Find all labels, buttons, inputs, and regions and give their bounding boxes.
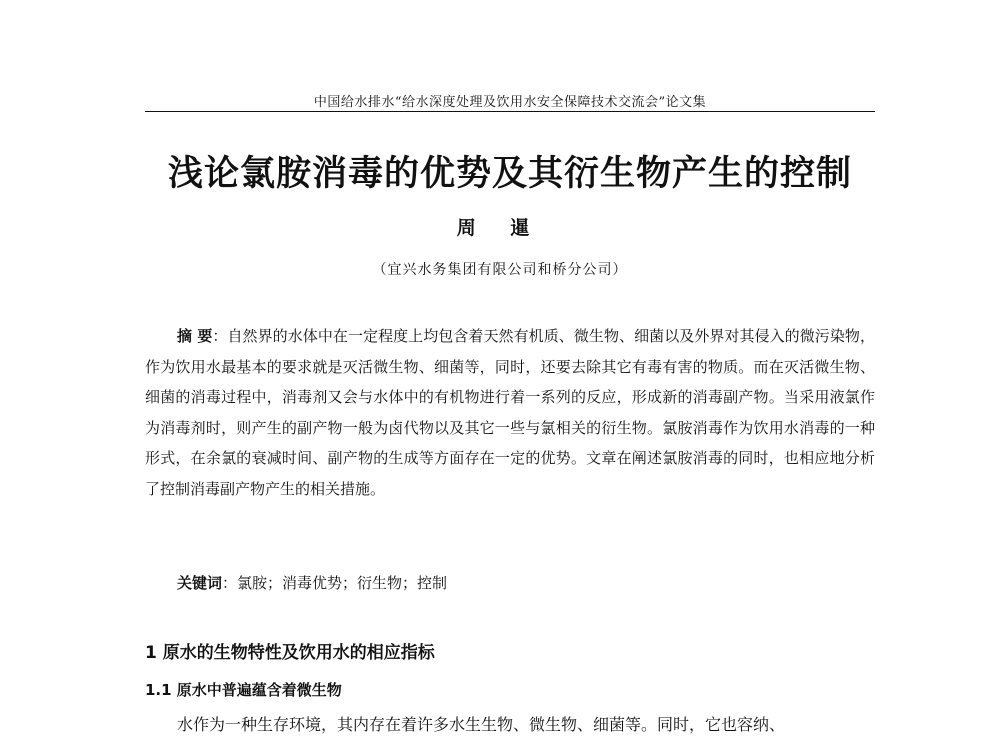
section-heading-1-1: 1.1 原水中普遍蕴含着微生物 xyxy=(145,681,342,699)
body-paragraph: 水作为一种生存环境，其内存在着许多水生生物、微生物、细菌等。同时，它也容纳、 xyxy=(177,715,786,734)
header-rule xyxy=(145,111,875,112)
keywords-text: ：氯胺；消毒优势；衍生物；控制 xyxy=(222,574,448,592)
paper-author: 周 暹 xyxy=(456,217,544,239)
paper-title: 浅论氯胺消毒的优势及其衍生物产生的控制 xyxy=(167,154,852,194)
paper-affiliation: （宜兴水务集团有限公司和桥分公司） xyxy=(372,262,628,278)
running-header: 中国给水排水“给水深度处理及饮用水安全保障技术交流会”论文集 xyxy=(313,95,707,110)
abstract xyxy=(145,321,875,504)
keywords xyxy=(177,572,447,593)
abstract-label: 摘 要 xyxy=(177,327,213,345)
keywords-label: 关键词 xyxy=(177,574,223,592)
abstract-text: ：自然界的水体中在一定程度上均包含着天然有机质、微生物、细菌以及外界对其侵入的微污染物，作为饮用水最基本的要求就是灭活微生物、细菌等，同时，还要去除其它有毒有害的物质。而在灭活微生物、细菌的消毒过程中，消毒剂又会与水体中的有机物进行着一系列的反应，形成新的消毒副产物。当采用液氯作为消毒剂时，则产生的副产物一般为卤代物以及其它一些与氯相关的衍生物。氯胺消毒作为饮用水消毒的一种形式，在余氯的衰减时间、副产物的生成等方面存在一定的优势。文章在阐述氯胺消毒的同时，也相应地分析了控制消毒副产物产生的相关措施。 xyxy=(145,327,875,498)
section-heading-1: 1 原水的生物特性及饮用水的相应指标 xyxy=(145,643,435,663)
